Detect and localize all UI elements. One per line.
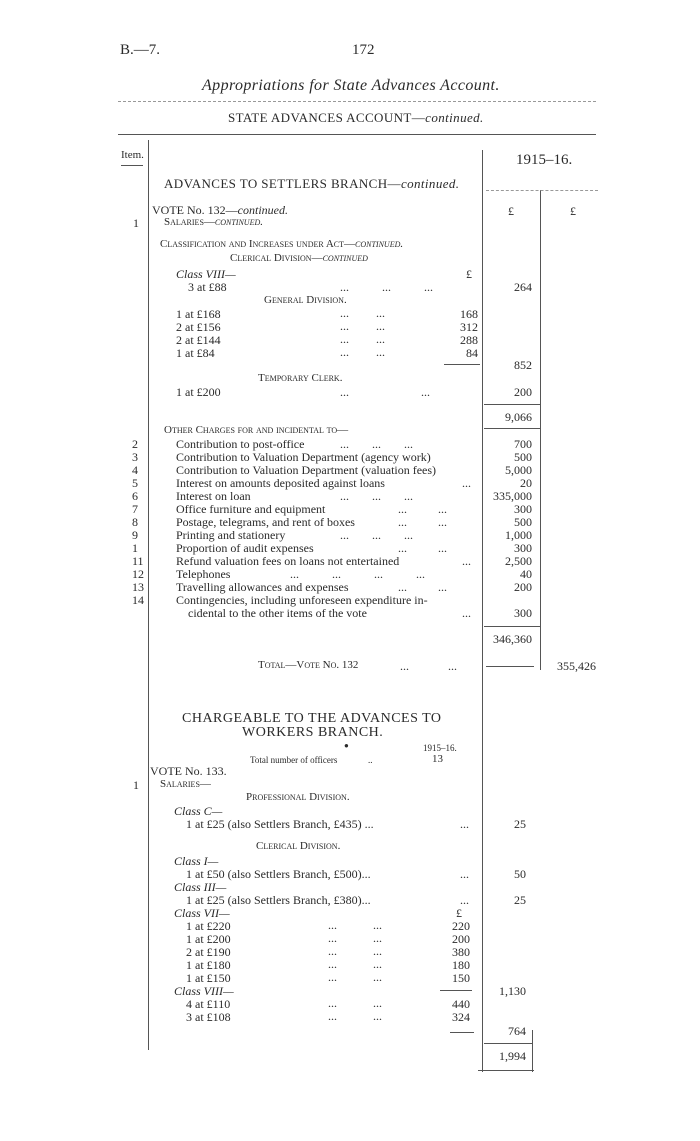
temporary-dots: ... ... — [340, 385, 430, 399]
charge-label: Contribution to Valuation Department (agency work) — [176, 450, 431, 464]
charge-amount: 40 — [520, 567, 532, 581]
class-iii-line: 1 at £25 (also Settlers Branch, £380)... — [186, 893, 371, 907]
charge-amount: 5,000 — [505, 463, 532, 477]
clerical-division-heading — [230, 252, 368, 264]
charge-amount: 20 — [520, 476, 532, 490]
class-vii-row-label: 1 at £150 — [186, 971, 231, 985]
charge-dots: ... — [462, 476, 471, 490]
class-viii-total-workers: 764 — [508, 1024, 526, 1038]
inner-pound-sign: £ — [466, 267, 472, 281]
class-i-heading: Class I— — [174, 854, 219, 868]
charge-dots: ... ... ... — [340, 489, 413, 503]
temporary-clerk-line: 1 at £200 — [176, 385, 221, 399]
vote-132-continued: continued. — [237, 203, 288, 217]
charge-dots: ... ... — [398, 580, 447, 594]
general-row-label: 1 at £84 — [176, 346, 215, 360]
charges-total-rule — [484, 626, 540, 627]
item-header-underline — [121, 165, 143, 166]
charge-dots: ... ... ... — [340, 528, 413, 542]
vote-132-text: VOTE No. 132— — [152, 203, 238, 217]
class-vii-heading: Class VII— — [174, 906, 230, 920]
charge-item-number: 4 — [132, 463, 138, 477]
settlers-heading-text: ADVANCES TO SETTLERS BRANCH— — [164, 176, 401, 191]
total-officers-dots: .. — [368, 755, 373, 765]
charge-dots: ... — [462, 554, 471, 568]
general-row-amount: 168 — [460, 307, 478, 321]
class-vii-row-amount: 380 — [452, 945, 470, 959]
clerical-text: Clerical Division— — [230, 252, 323, 264]
class-viii-row-label: 3 at £108 — [186, 1010, 231, 1024]
class-viii-dots: ... ... ... — [340, 280, 433, 294]
charge-item-number: 2 — [132, 437, 138, 451]
charge-item-number: 13 — [132, 580, 144, 594]
item-column-rule — [148, 140, 149, 1050]
class-viii-row-amount: 440 — [452, 997, 470, 1011]
charge-dots: ... ... ... — [340, 437, 413, 451]
settlers-heading-continued: continued. — [400, 176, 460, 191]
charge-item-number: 12 — [132, 567, 144, 581]
class-vii-total: 1,130 — [499, 984, 526, 998]
salaries-heading — [164, 216, 263, 228]
class-viii-subtotal-rule-workers — [450, 1032, 474, 1033]
classification-continued: continued. — [355, 238, 404, 250]
general-row-amount: 84 — [466, 346, 478, 360]
salaries-total: 9,066 — [505, 410, 532, 424]
item-number: 1 — [133, 216, 139, 230]
general-row-amount: 312 — [460, 320, 478, 334]
vote-133-heading: VOTE No. 133. — [150, 764, 227, 778]
inner-pound-sign: £ — [456, 906, 462, 920]
class-vii-dots: ... ... ... ... ... ... ... ... ... ... — [328, 918, 382, 984]
contingencies-dots: ... — [462, 606, 471, 620]
officers-year-header: 1915–16. — [423, 743, 457, 753]
amount-column-rule-right — [540, 190, 541, 670]
class-viii-heading: Class VIII— — [176, 267, 236, 281]
class-viii-total: 264 — [514, 280, 532, 294]
charge-label: Postage, telegrams, and rent of boxes — [176, 515, 355, 529]
contingencies-label: Contingencies, including unforeseen expenditure in- — [176, 593, 428, 607]
class-c-dots: ... — [460, 817, 469, 831]
charge-amount: 200 — [514, 580, 532, 594]
year-header-rule — [486, 190, 598, 191]
general-dots: ... ... ... ... ... ... ... ... — [340, 306, 385, 359]
charge-dots: ... ... ... ... — [290, 567, 425, 581]
account-subtitle — [228, 110, 484, 126]
other-charges-total: 346,360 — [493, 632, 532, 646]
page-title: Appropriations for State Advances Account. — [202, 77, 500, 94]
charge-amount: 700 — [514, 437, 532, 451]
total-officers-label: Total number of officers — [250, 755, 338, 765]
class-vii-row-label: 2 at £190 — [186, 945, 231, 959]
bullet-mark: ● — [344, 741, 349, 750]
year-column-header: 1915–16. — [516, 152, 573, 168]
class-c-amount: 25 — [514, 817, 526, 831]
charge-label: Contribution to post-office — [176, 437, 305, 451]
charge-label: Interest on loan — [176, 489, 251, 503]
salaries-continued: continued. — [214, 216, 263, 228]
charge-dots: ... ... — [398, 515, 447, 529]
charge-item-number: 5 — [132, 476, 138, 490]
subtitle-continued: continued. — [425, 110, 484, 125]
class-vii-row-label: 1 at £200 — [186, 932, 231, 946]
temporary-clerk-heading: Temporary Clerk. — [258, 372, 343, 384]
general-row-amount: 288 — [460, 333, 478, 347]
class-c-text: 1 at £25 (also Settlers Branch, £435) — [186, 817, 362, 831]
pound-column-b: £ — [570, 204, 576, 218]
charge-dots: ... ... — [398, 541, 447, 555]
pound-column-a: £ — [508, 204, 514, 218]
contingencies-label-cont: cidental to the other items of the vote — [188, 606, 367, 620]
workers-salaries-heading: Salaries— — [160, 778, 211, 790]
general-division-total: 852 — [514, 358, 532, 372]
class-vii-row-amount: 180 — [452, 958, 470, 972]
item-column-header: Item. — [121, 149, 144, 161]
charge-label: Office furniture and equipment — [176, 502, 326, 516]
general-row-label: 2 at £144 — [176, 333, 221, 347]
general-subtotal-rule — [444, 364, 480, 365]
amount-column-rule-left — [482, 150, 483, 1072]
classification-heading — [160, 238, 403, 250]
charge-item-number: 8 — [132, 515, 138, 529]
charge-label: Proportion of audit expenses — [176, 541, 314, 555]
charge-label: Refund valuation fees on loans not entertained — [176, 554, 400, 568]
charge-amount: 2,500 — [505, 554, 532, 568]
class-vii-row-amount: 200 — [452, 932, 470, 946]
subtitle-text: STATE ADVANCES ACCOUNT— — [228, 110, 426, 125]
charge-item-number: 9 — [132, 528, 138, 542]
clerical-continued: continued — [322, 252, 368, 264]
charge-amount: 300 — [514, 541, 532, 555]
item-number: 1 — [133, 778, 139, 792]
temporary-clerk-total: 200 — [514, 385, 532, 399]
class-viii-row-amount: 324 — [452, 1010, 470, 1024]
professional-division-heading: Professional Division. — [246, 791, 350, 803]
page-reference: B.—7. — [120, 42, 161, 58]
vote-132-grand-total: 355,426 — [557, 659, 596, 673]
other-charges-heading: Other Charges for and incidental to— — [164, 424, 349, 436]
charge-amount: 500 — [514, 450, 532, 464]
charge-item-number: 1 — [132, 541, 138, 555]
class-iii-text: 1 at £25 (also Settlers Branch, £380) — [186, 893, 362, 907]
charge-item-number: 7 — [132, 502, 138, 516]
salaries-text: Salaries— — [164, 216, 215, 228]
settlers-branch-heading — [164, 176, 459, 192]
header-rule — [118, 134, 596, 135]
charge-amount: 500 — [514, 515, 532, 529]
class-viii-dots-workers: ... ... ... ... — [328, 996, 382, 1023]
class-i-line: 1 at £50 (also Settlers Branch, £500)... — [186, 867, 371, 881]
clerical-division-heading-workers: Clerical Division. — [256, 840, 341, 852]
class-viii-row-label: 4 at £110 — [186, 997, 231, 1011]
charge-label: Interest on amounts deposited against loans — [176, 476, 385, 490]
charge-dots: ... ... — [398, 502, 447, 516]
charges-total-bracket — [540, 628, 541, 646]
salaries-total-rule — [484, 404, 540, 405]
classification-text: Classification and Increases under Act— — [160, 238, 356, 250]
charge-label: Telephones — [176, 567, 231, 581]
general-row-label: 2 at £156 — [176, 320, 221, 334]
charge-amount: 1,000 — [505, 528, 532, 542]
charge-item-number: 14 — [132, 593, 144, 607]
class-iii-amount: 25 — [514, 893, 526, 907]
class-vii-subtotal-rule — [440, 990, 472, 991]
class-c-heading: Class C— — [174, 804, 223, 818]
class-viii-heading-workers: Class VIII— — [174, 984, 234, 998]
charge-item-number: 3 — [132, 450, 138, 464]
class-iii-dots: ... — [460, 893, 469, 907]
vote-133-salaries-total: 1,994 — [499, 1049, 526, 1063]
vote-132-total-dash — [486, 666, 534, 667]
class-c-line: 1 at £25 (also Settlers Branch, £435) ... — [186, 817, 374, 831]
general-row-label: 1 at £168 — [176, 307, 221, 321]
vote-133-total-underline — [478, 1070, 534, 1071]
vote-132-total-dots: ... ... — [400, 659, 457, 673]
workers-branch-heading: CHARGEABLE TO THE ADVANCES TO — [182, 711, 442, 726]
charge-label: Contribution to Valuation Department (valuation fees) — [176, 463, 437, 477]
charge-item-number: 11 — [132, 554, 144, 568]
class-vii-row-amount: 150 — [452, 971, 470, 985]
total-officers-count: 13 — [432, 753, 443, 765]
workers-branch-heading-line2: WORKERS BRANCH. — [242, 725, 384, 740]
salaries-total-underline — [484, 428, 540, 429]
charge-amount: 335,000 — [493, 489, 532, 503]
title-rule — [118, 101, 596, 102]
class-vii-row-amount: 220 — [452, 919, 470, 933]
page-number: 172 — [352, 42, 375, 58]
amount-column-rule-right-lower — [532, 1030, 533, 1072]
charge-label: Travelling allowances and expenses — [176, 580, 349, 594]
class-viii-line: 3 at £88 — [188, 280, 227, 294]
class-vii-row-label: 1 at £220 — [186, 919, 231, 933]
class-iii-heading: Class III— — [174, 880, 227, 894]
vote-132-total-label: Total—Vote No. 132 — [258, 659, 359, 671]
contingencies-amount: 300 — [514, 606, 532, 620]
charge-amount: 300 — [514, 502, 532, 516]
charge-label: Printing and stationery — [176, 528, 286, 542]
class-vii-row-label: 1 at £180 — [186, 958, 231, 972]
class-i-dots: ... — [460, 867, 469, 881]
charge-item-number: 6 — [132, 489, 138, 503]
class-i-text: 1 at £50 (also Settlers Branch, £500) — [186, 867, 362, 881]
class-i-amount: 50 — [514, 867, 526, 881]
vote-133-total-rule — [484, 1043, 532, 1044]
general-division-heading: General Division. — [264, 294, 347, 306]
